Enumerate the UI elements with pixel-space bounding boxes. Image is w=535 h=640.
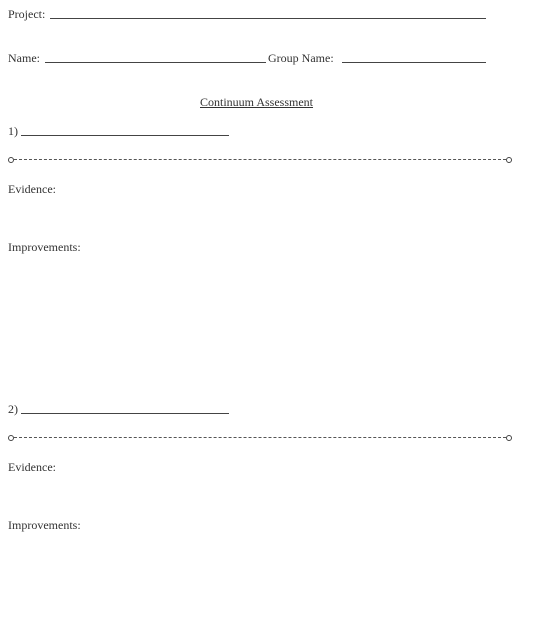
name-field[interactable] bbox=[45, 62, 266, 63]
continuum-line-2 bbox=[14, 437, 506, 438]
name-label: Name: bbox=[8, 51, 40, 65]
item-2-answer-field[interactable] bbox=[21, 413, 229, 414]
continuum-line-1 bbox=[14, 159, 506, 160]
continuum-end-circle-1 bbox=[506, 157, 512, 163]
improvements-label-1: Improvements: bbox=[8, 240, 81, 254]
project-label: Project: bbox=[8, 7, 46, 21]
evidence-label-2: Evidence: bbox=[8, 460, 56, 474]
item-number-1: 1) bbox=[8, 124, 18, 138]
item-number-2: 2) bbox=[8, 402, 18, 416]
continuum-end-circle-2 bbox=[506, 435, 512, 441]
project-field[interactable] bbox=[50, 18, 486, 19]
group-name-field[interactable] bbox=[342, 62, 486, 63]
continuum-start-circle-2 bbox=[8, 435, 14, 441]
evidence-label-1: Evidence: bbox=[8, 182, 56, 196]
item-1-answer-field[interactable] bbox=[21, 135, 229, 136]
group-name-label: Group Name: bbox=[268, 51, 334, 65]
page-title: Continuum Assessment bbox=[200, 95, 314, 109]
continuum-start-circle-1 bbox=[8, 157, 14, 163]
improvements-label-2: Improvements: bbox=[8, 518, 81, 532]
